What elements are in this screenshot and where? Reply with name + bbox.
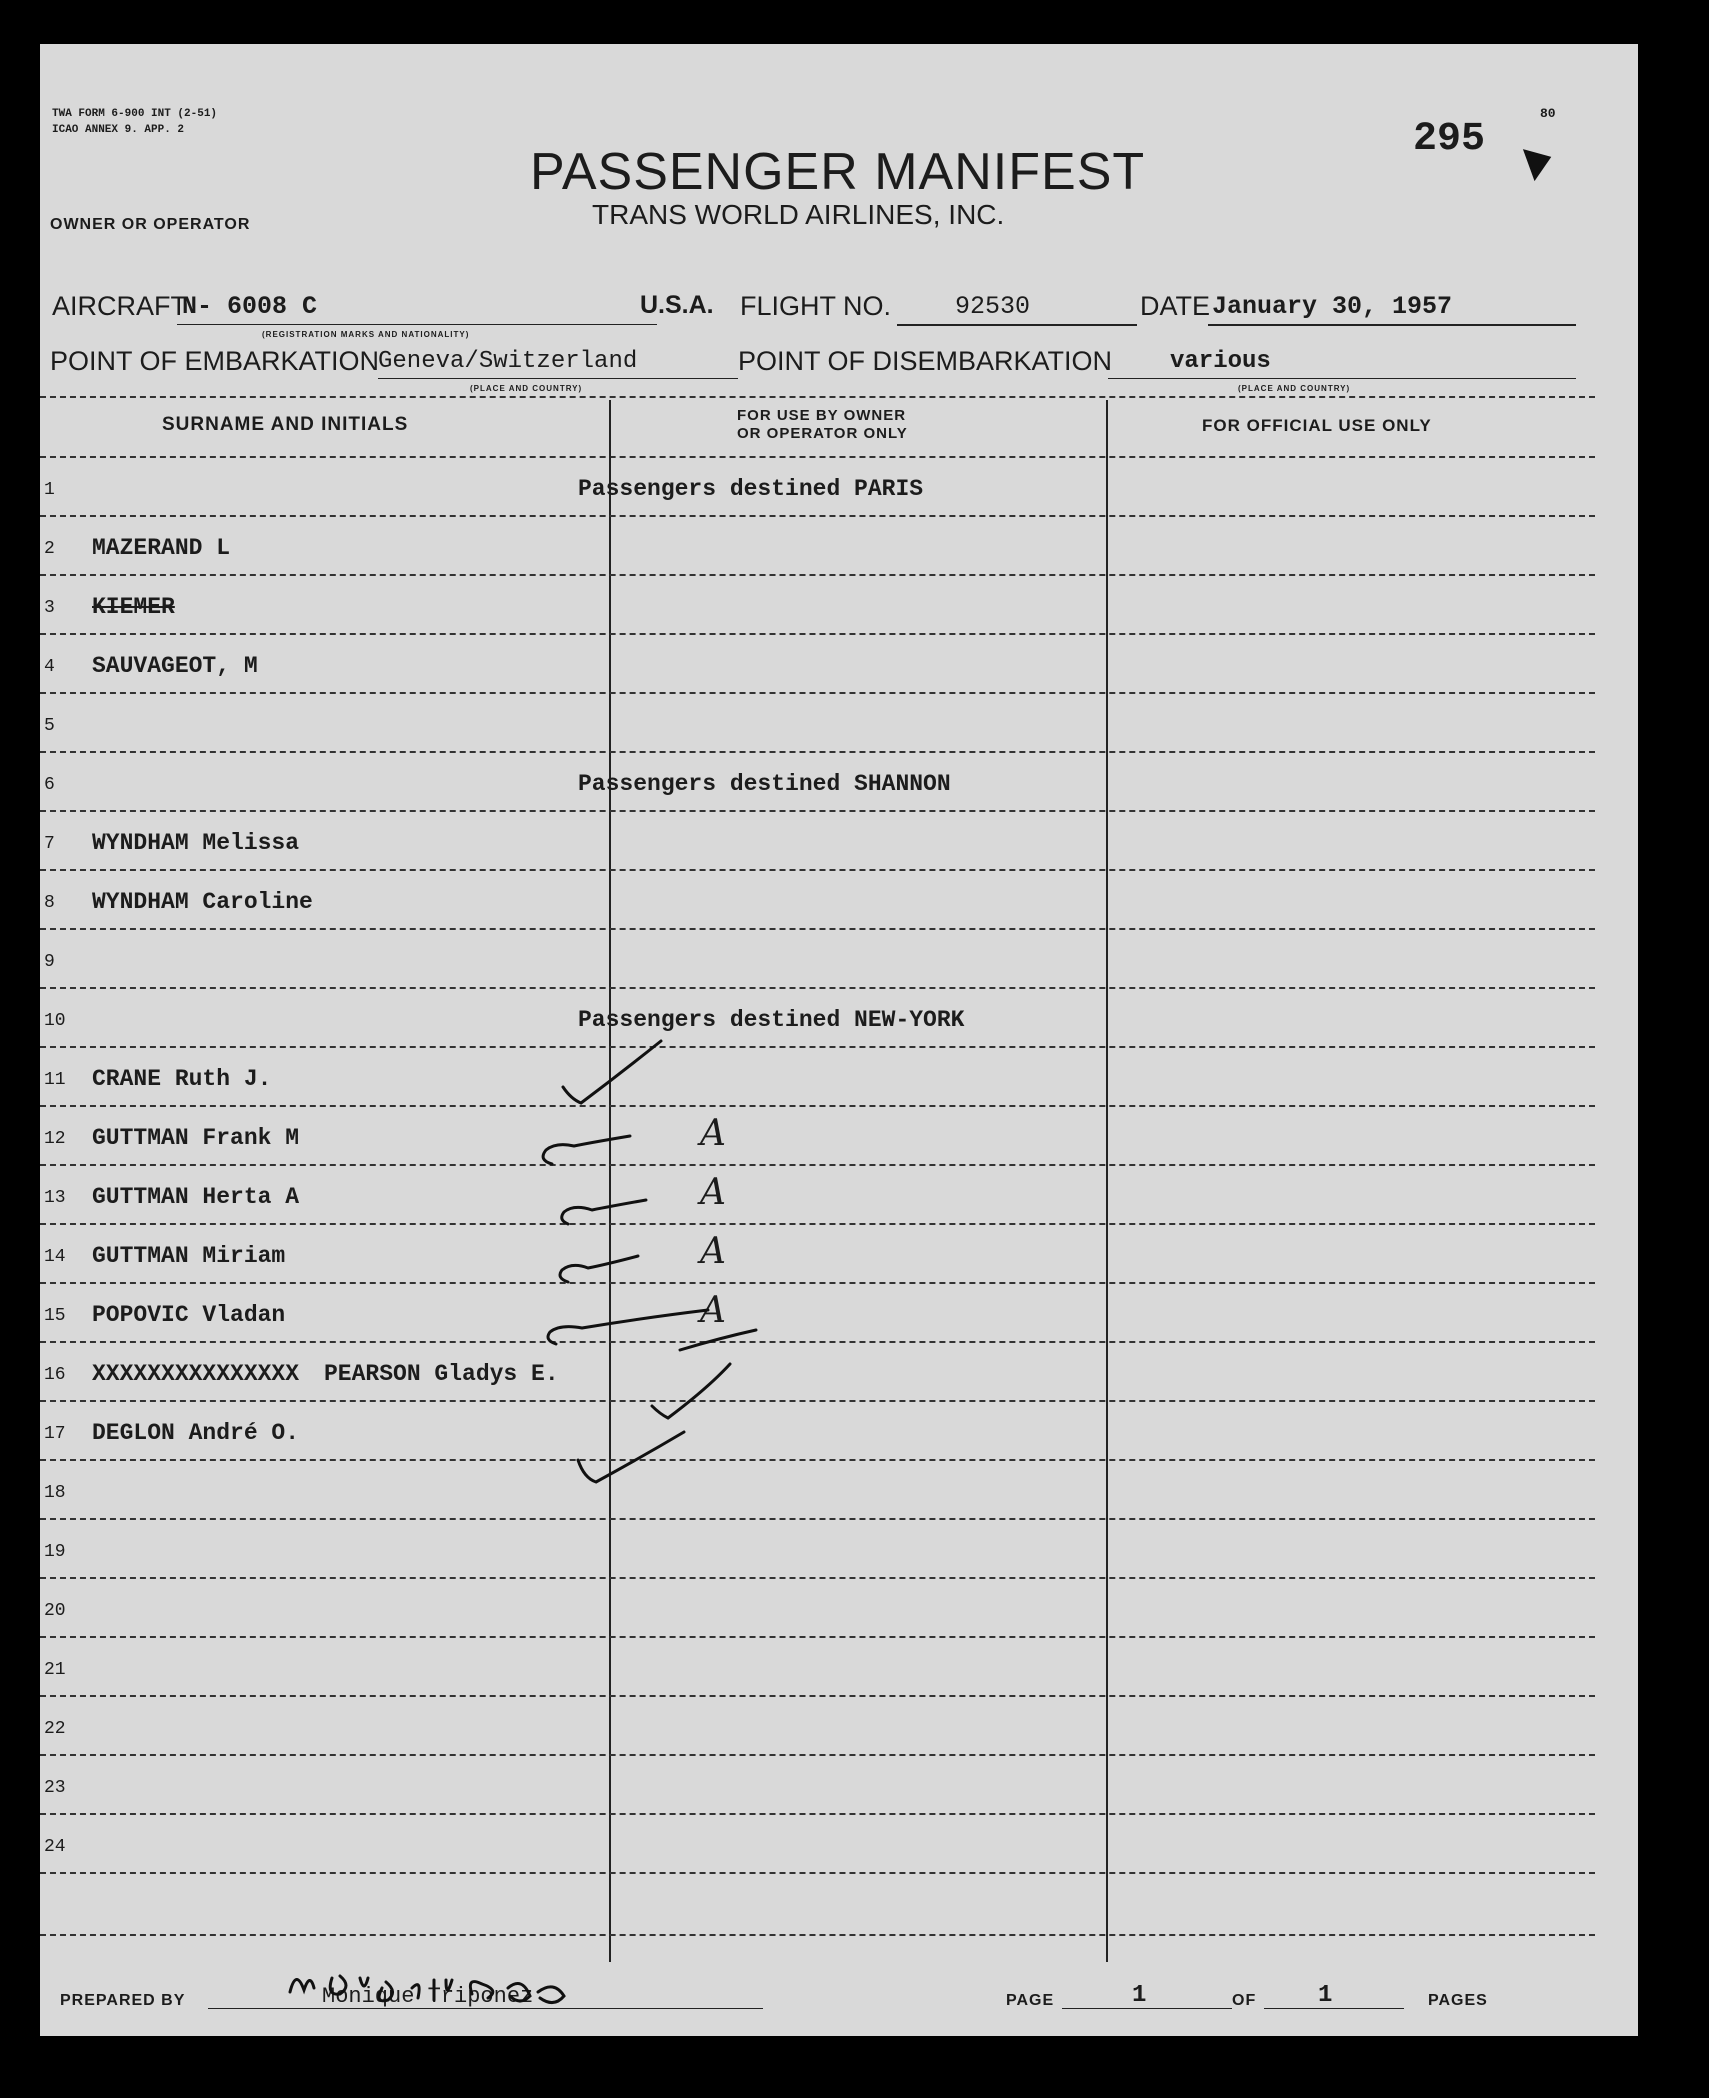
- check-mark-icon: [562, 1200, 646, 1224]
- row-number: 8: [44, 893, 55, 913]
- check-mark-icon: [560, 1256, 638, 1282]
- disembarkation-value: various: [1170, 348, 1271, 375]
- date-value: January 30, 1957: [1212, 292, 1453, 321]
- row-number: 1: [44, 480, 55, 500]
- row-number: 14: [44, 1247, 66, 1267]
- check-mark-icon: [578, 1432, 684, 1482]
- check-mark-icon: [548, 1310, 708, 1344]
- row-number: 23: [44, 1778, 66, 1798]
- row-number: 16: [44, 1365, 66, 1385]
- passenger-name: WYNDHAM Melissa: [92, 830, 300, 856]
- embarkation-note: (PLACE AND COUNTRY): [470, 384, 583, 393]
- row-number: 2: [44, 539, 55, 559]
- row-number: 17: [44, 1424, 66, 1444]
- surname-column-header: SURNAME AND INITIALS: [162, 414, 409, 435]
- page-title: PASSENGER MANIFEST: [530, 143, 1146, 201]
- handwritten-a-mark: A: [700, 1290, 726, 1331]
- destination-heading: Passengers destined NEW-YORK: [578, 1007, 965, 1033]
- row-number: 9: [44, 952, 55, 972]
- disembarkation-label: POINT OF DISEMBARKATION: [738, 346, 1113, 376]
- row-number: 20: [44, 1601, 66, 1621]
- embarkation-label: POINT OF EMBARKATION: [50, 346, 380, 376]
- owner-operator-label: OWNER OR OPERATOR: [50, 216, 251, 233]
- pages-label: PAGES: [1428, 1992, 1488, 2009]
- row-number: 15: [44, 1306, 66, 1326]
- page-label: PAGE: [1006, 1992, 1055, 2009]
- row-number: 13: [44, 1188, 66, 1208]
- usa-label: U.S.A.: [640, 291, 714, 319]
- passenger-name: DEGLON André O.: [92, 1420, 300, 1446]
- annex-note: ICAO ANNEX 9. APP. 2: [52, 124, 185, 136]
- passenger-name: GUTTMAN Frank M: [92, 1125, 300, 1151]
- of-value: 1: [1318, 1982, 1333, 2009]
- form-number: TWA FORM 6-900 INT (2-51): [52, 108, 218, 120]
- row-number: 3: [44, 598, 55, 618]
- passenger-name: GUTTMAN Miriam: [92, 1243, 286, 1269]
- row-number: 7: [44, 834, 55, 854]
- row-number: 18: [44, 1483, 66, 1503]
- row-number: 11: [44, 1070, 66, 1090]
- destination-heading: Passengers destined PARIS: [578, 476, 924, 502]
- disembarkation-note: (PLACE AND COUNTRY): [1238, 384, 1351, 393]
- handwritten-marks: [40, 44, 1638, 2036]
- date-label: DATE: [1140, 291, 1211, 321]
- row-number: 22: [44, 1719, 66, 1739]
- row-number: 12: [44, 1129, 66, 1149]
- aircraft-value: N- 6008 C: [182, 292, 318, 321]
- passenger-name: GUTTMAN Herta A: [92, 1184, 300, 1210]
- aircraft-note: (REGISTRATION MARKS AND NATIONALITY): [262, 330, 470, 339]
- airline-name: TRANS WORLD AIRLINES, INC.: [592, 199, 1005, 230]
- passenger-name: XXXXXXXXXXXXXXX: [92, 1361, 300, 1387]
- row-number: 24: [44, 1837, 66, 1857]
- passenger-name: SAUVAGEOT, M: [92, 653, 258, 679]
- check-mark-icon: [543, 1136, 630, 1164]
- handwritten-a-mark: A: [700, 1172, 726, 1213]
- owner-column-header-line2: OR OPERATOR ONLY: [737, 425, 908, 442]
- handwritten-a-mark: A: [700, 1231, 726, 1272]
- row-number: 10: [44, 1011, 66, 1031]
- signature-scribble: [290, 1976, 564, 2003]
- corner-mark: 80: [1540, 106, 1556, 121]
- page-value: 1: [1132, 1982, 1147, 2009]
- row-number: 21: [44, 1660, 66, 1680]
- owner-column-header-line1: FOR USE BY OWNER: [737, 407, 907, 424]
- passenger-name-corrected: PEARSON Gladys E.: [324, 1361, 559, 1387]
- row-number: 6: [44, 775, 55, 795]
- passenger-name: POPOVIC Vladan: [92, 1302, 286, 1328]
- destination-heading: Passengers destined SHANNON: [578, 771, 951, 797]
- row-number: 19: [44, 1542, 66, 1562]
- of-label: OF: [1232, 1992, 1257, 2009]
- prepared-by-value: Monique Triponez: [322, 1984, 534, 2009]
- page-stamp: 295: [1413, 117, 1486, 162]
- flight-number: 92530: [955, 292, 1031, 321]
- row-number: 4: [44, 657, 55, 677]
- aircraft-label: AIRCRAFT: [52, 291, 187, 321]
- manifest-sheet: [40, 44, 1638, 2036]
- check-mark-icon: [652, 1364, 730, 1418]
- passenger-name: CRANE Ruth J.: [92, 1066, 272, 1092]
- row-number: 5: [44, 716, 55, 736]
- prepared-by-label: PREPARED BY: [60, 1992, 186, 2009]
- check-mark-icon: [563, 1041, 661, 1103]
- handwritten-a-mark: A: [700, 1113, 726, 1154]
- official-column-header: FOR OFFICIAL USE ONLY: [1202, 416, 1432, 435]
- strike-line: [680, 1330, 756, 1350]
- embarkation-value: Geneva/Switzerland: [378, 348, 638, 375]
- flight-no-label: FLIGHT NO.: [740, 291, 892, 321]
- passenger-name: WYNDHAM Caroline: [92, 889, 313, 915]
- passenger-name: MAZERAND L: [92, 535, 231, 561]
- passenger-name: KIEMER: [92, 594, 175, 620]
